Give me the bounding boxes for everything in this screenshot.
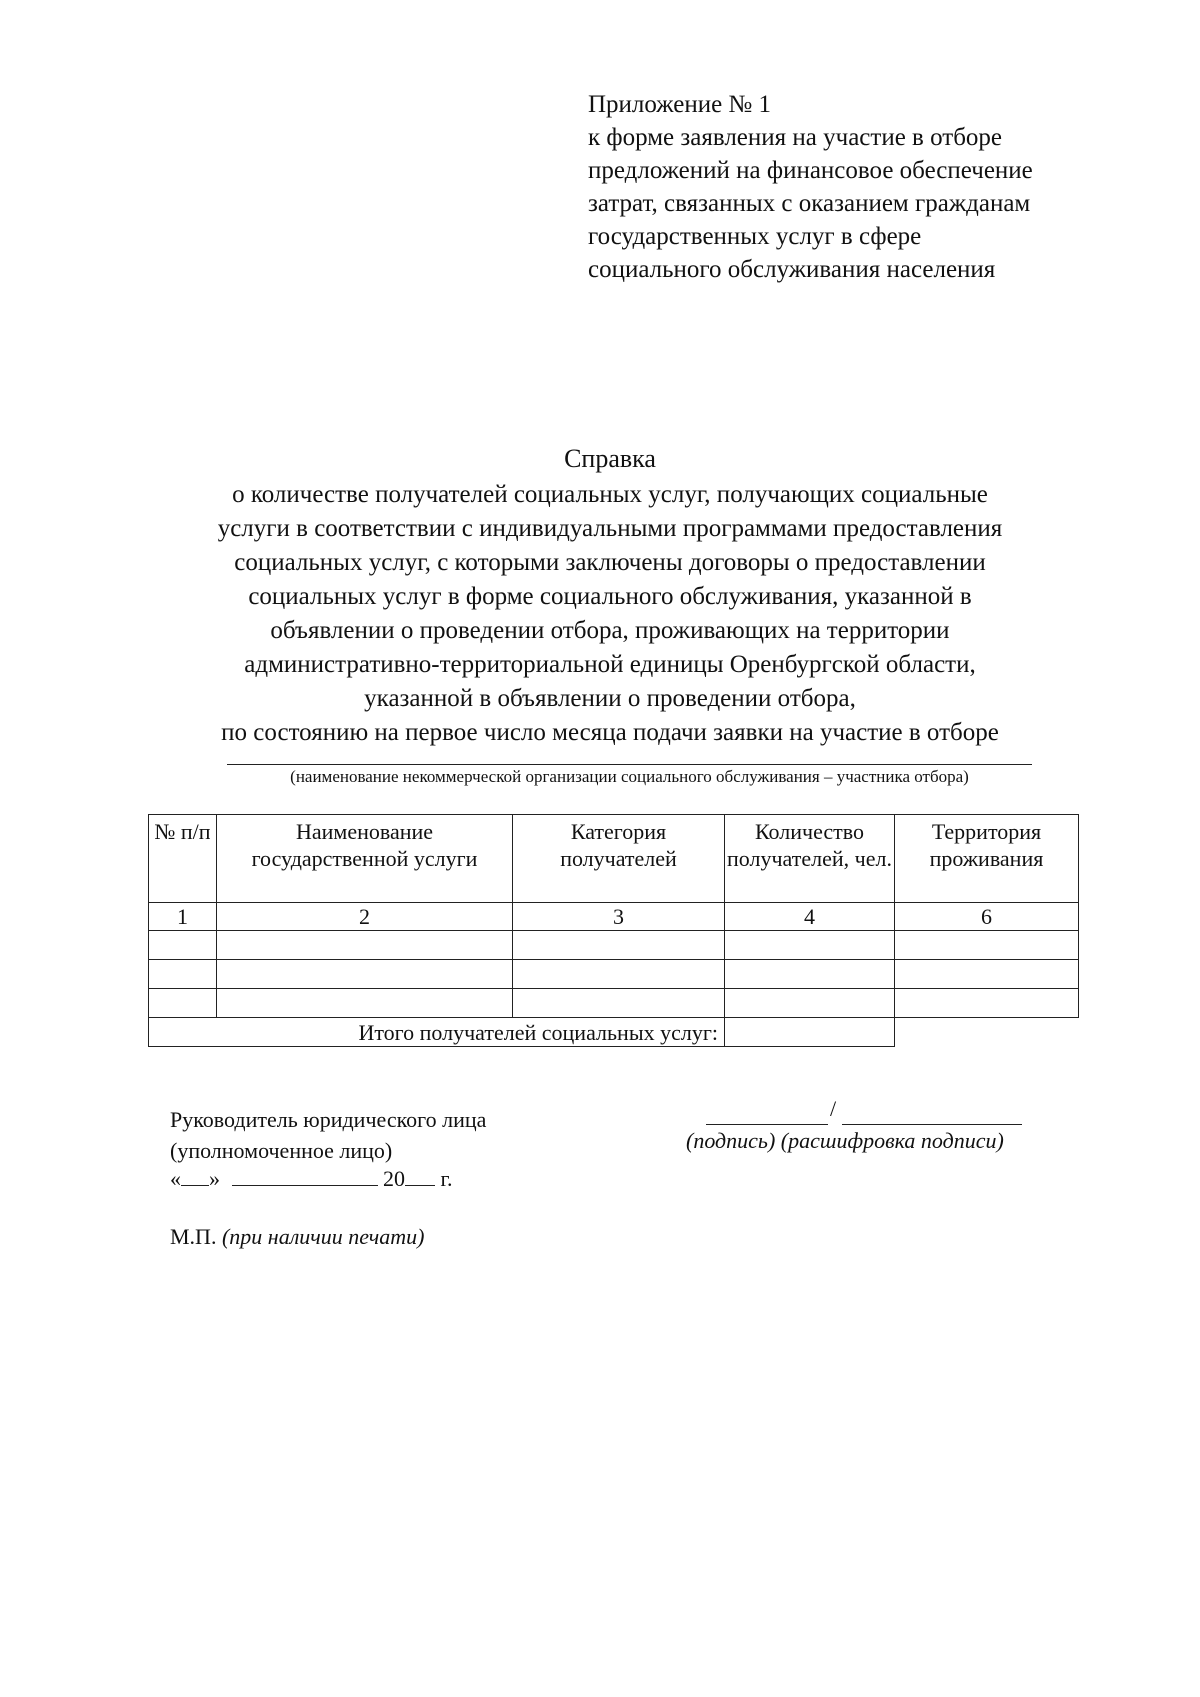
table-cell[interactable] <box>149 960 217 989</box>
column-number: 3 <box>513 903 725 931</box>
table-cell[interactable] <box>217 931 513 960</box>
appendix-line: государственных услуг в сфере <box>588 223 922 250</box>
date-year-suffix: г. <box>440 1166 453 1191</box>
table-cell[interactable] <box>895 989 1079 1018</box>
table-row <box>149 989 1079 1018</box>
date-close-quote: » <box>209 1166 220 1191</box>
signer-subtitle: (уполномоченное лицо) <box>170 1138 393 1163</box>
certificate-line: объявлении о проведении отбора, проживающих на территории <box>270 617 950 644</box>
appendix-line: предложений на финансовое обеспечение <box>588 157 1033 184</box>
org-name-blank-line <box>227 764 1032 765</box>
table-cell[interactable] <box>149 931 217 960</box>
column-number: 4 <box>725 903 895 931</box>
column-number-row <box>149 903 1079 931</box>
certificate-line: услуги в соответствии с индивидуальными программами предоставления <box>217 515 1003 542</box>
certificate-title-block <box>150 442 1070 750</box>
stamp-label: М.П. <box>170 1224 217 1249</box>
column-number: 6 <box>895 903 1079 931</box>
date-line <box>170 1165 453 1192</box>
table-cell[interactable] <box>513 960 725 989</box>
year-blank[interactable] <box>405 1165 435 1186</box>
table-cell[interactable] <box>895 931 1079 960</box>
table-row <box>149 960 1079 989</box>
signature-blank-line[interactable] <box>706 1124 828 1125</box>
signature-caption: (подпись) (расшифровка подписи) <box>686 1128 1004 1153</box>
table-header-row <box>149 815 1079 903</box>
table-cell[interactable] <box>725 989 895 1018</box>
appendix-line: к форме заявления на участие в отборе <box>588 124 1003 151</box>
table-row <box>149 931 1079 960</box>
signer-title: Руководитель юридического лица <box>170 1107 487 1132</box>
certificate-line: социальных услуг в форме социального обслуживания, указанной в <box>248 583 972 610</box>
header-recipient-category: Категория получателей <box>513 815 725 903</box>
signature-separator: / <box>830 1096 837 1121</box>
signature-decoding-blank-line[interactable] <box>842 1124 1022 1125</box>
stamp-condition: (при наличии печати) <box>221 1224 425 1249</box>
header-recipient-count: Количество получателей, чел. <box>725 815 895 903</box>
appendix-block <box>588 88 1148 286</box>
table-cell[interactable] <box>725 931 895 960</box>
certificate-line: о количестве получателей социальных услуг, получающих социальные <box>232 481 988 508</box>
certificate-line: по состоянию на первое число месяца подачи заявки на участие в отборе <box>221 719 999 746</box>
certificate-line: указанной в объявлении о проведении отбора, <box>364 685 856 712</box>
total-row <box>149 1018 1079 1047</box>
day-blank[interactable] <box>181 1165 209 1186</box>
total-empty-space <box>895 1018 1079 1047</box>
org-name-caption: (наименование некоммерческой организации социального обслуживания – участника отбора) <box>290 767 969 786</box>
table-cell[interactable] <box>217 989 513 1018</box>
appendix-title: Приложение № 1 <box>588 91 772 118</box>
table-cell[interactable] <box>217 960 513 989</box>
table-cell[interactable] <box>895 960 1079 989</box>
total-label: Итого получателей социальных услуг: <box>149 1018 725 1047</box>
appendix-line: затрат, связанных с оказанием гражданам <box>588 190 1031 217</box>
date-year-prefix: 20 <box>383 1166 405 1191</box>
column-number: 2 <box>217 903 513 931</box>
table-cell[interactable] <box>149 989 217 1018</box>
header-service-name: Наименование государственной услуги <box>217 815 513 903</box>
table-cell[interactable] <box>513 989 725 1018</box>
month-blank[interactable] <box>232 1165 378 1186</box>
header-number: № п/п <box>149 815 217 903</box>
certificate-line: административно-территориальной единицы Оренбургской области, <box>244 651 976 678</box>
appendix-line: социального обслуживания населения <box>588 256 996 283</box>
date-open-quote: « <box>170 1166 181 1191</box>
signer-block <box>170 1104 486 1166</box>
table-cell[interactable] <box>725 960 895 989</box>
recipients-table <box>148 814 1079 1047</box>
stamp-note <box>170 1224 424 1250</box>
certificate-heading: Справка <box>564 444 656 473</box>
header-territory: Территория проживания <box>895 815 1079 903</box>
table-cell[interactable] <box>513 931 725 960</box>
certificate-line: социальных услуг, с которыми заключены договоры о предоставлении <box>234 549 986 576</box>
total-value-cell[interactable] <box>725 1018 895 1047</box>
column-number: 1 <box>149 903 217 931</box>
